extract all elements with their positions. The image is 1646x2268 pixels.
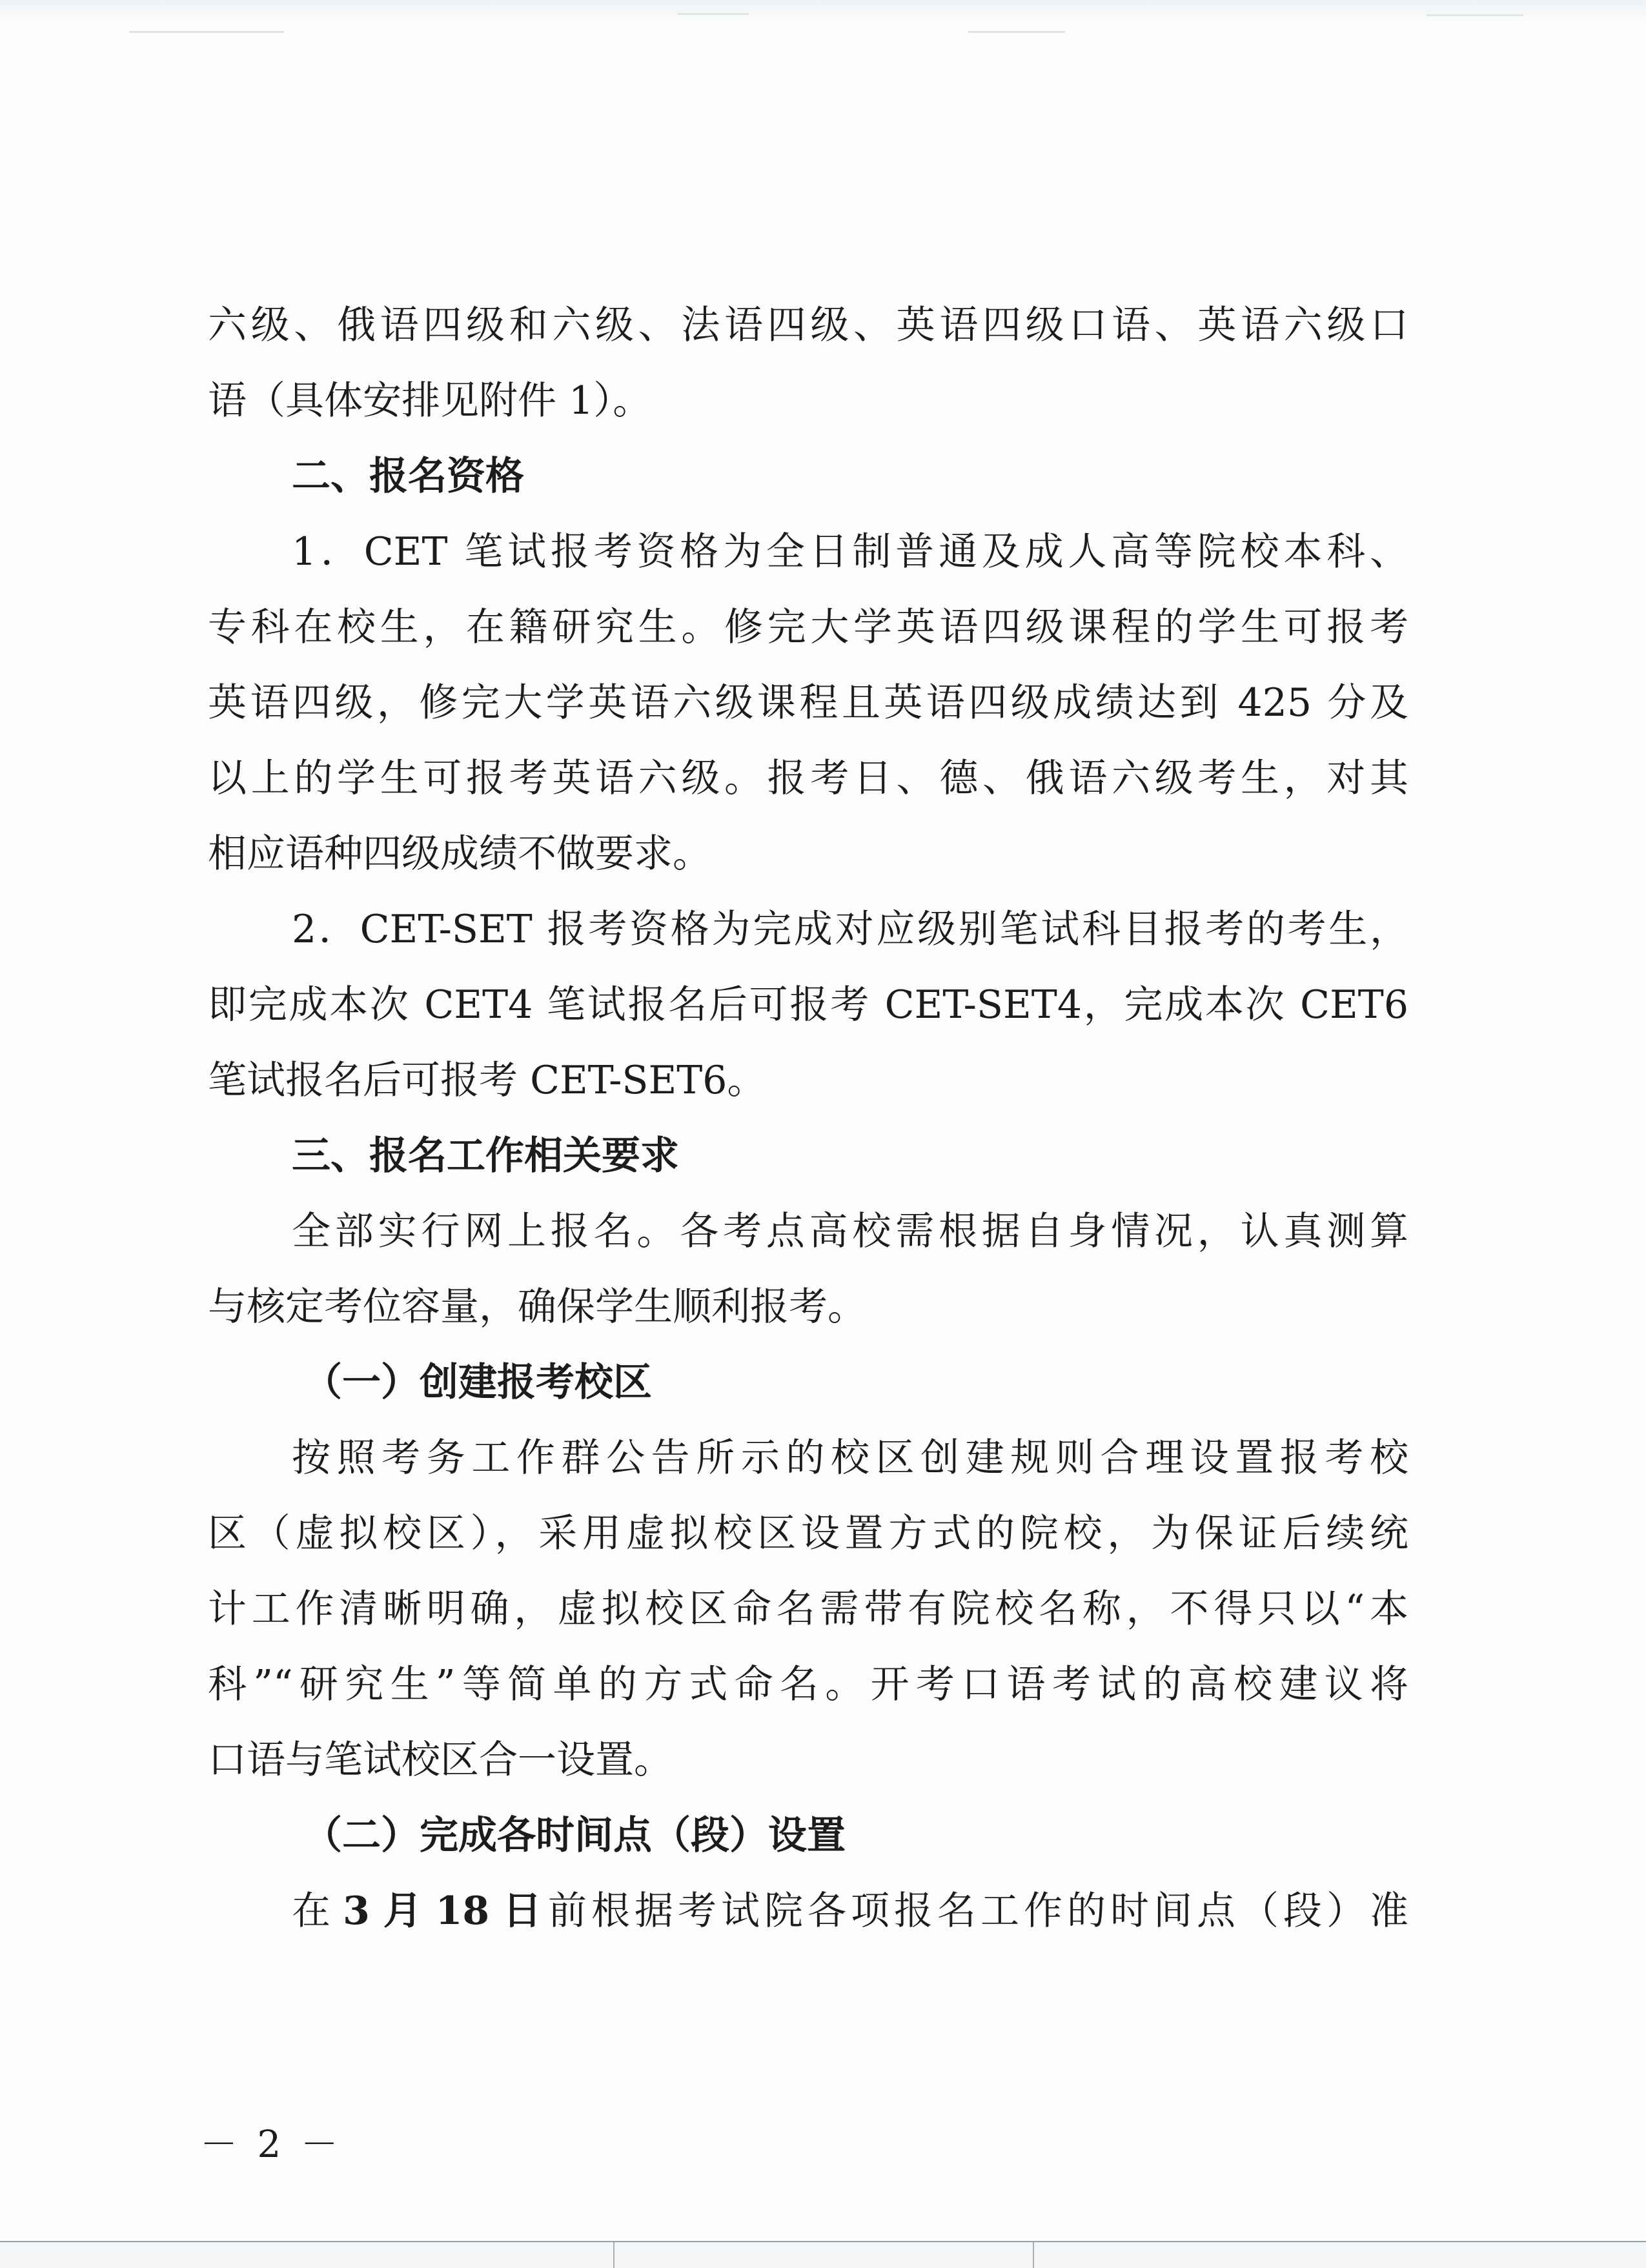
scan-edge-tick — [613, 2242, 615, 2268]
paragraph-line: 笔试报名后可报考 CET-SET6。 — [208, 1058, 766, 1103]
paragraph-line: 即完成本次 CET4 笔试报名后可报考 CET-SET4，完成本次 CET6 — [208, 982, 1408, 1028]
section-heading-requirements: 三、报名工作相关要求 — [292, 1133, 679, 1179]
subsection-heading-timepoints: （二）完成各时间点（段）设置 — [303, 1813, 846, 1858]
scan-mark — [129, 31, 284, 33]
paragraph-line: 全部实行网上报名。各考点高校需根据自身情况，认真测算 — [292, 1209, 1408, 1254]
scan-top-edge — [0, 0, 1646, 26]
scan-mark — [1427, 14, 1523, 16]
paragraph-text: 前根据考试院各项报名工作的时间点（段）准 — [548, 1888, 1408, 1934]
paragraph-line: 英语四级，修完大学英语六级课程且英语四级成绩达到 425 分及 — [208, 680, 1408, 725]
paragraph-line: 计工作清晰明确，虚拟校区命名需带有院校名称，不得只以“本 — [208, 1586, 1408, 1632]
paragraph-line: 1．CET 笔试报考资格为全日制普通及成人高等院校本科、 — [292, 529, 1408, 574]
subsection-heading-campus: （一）创建报考校区 — [303, 1360, 652, 1405]
paragraph-line: 六级、俄语四级和六级、法语四级、英语四级口语、英语六级口 — [208, 303, 1408, 348]
paragraph-line: 语（具体安排见附件 1）。 — [208, 378, 652, 423]
paragraph-line: 相应语种四级成绩不做要求。 — [208, 831, 711, 876]
paragraph-line: 口语与笔试校区合一设置。 — [208, 1737, 673, 1783]
paragraph-line: 以上的学生可报考英语六级。报考日、德、俄语六级考生，对其 — [208, 756, 1408, 801]
scan-edge-tick — [1033, 2242, 1034, 2268]
page-number: － 2 － — [200, 2122, 342, 2166]
section-heading-eligibility: 二、报名资格 — [292, 454, 524, 499]
scan-mark — [678, 13, 749, 15]
paragraph-line: 专科在校生，在籍研究生。修完大学英语四级课程的学生可报考 — [208, 605, 1408, 650]
paragraph-line: 区（虚拟校区），采用虚拟校区设置方式的院校，为保证后续统 — [208, 1511, 1408, 1556]
deadline-date: 3 月 18 日 — [343, 1888, 542, 1934]
paragraph-line: 2．CET-SET 报考资格为完成对应级别笔试科目报考的考生， — [292, 907, 1408, 952]
scan-bottom-edge — [0, 2241, 1646, 2268]
scan-mark — [968, 31, 1065, 33]
paragraph-line: 与核定考位容量，确保学生顺利报考。 — [208, 1284, 866, 1330]
paragraph-text: 在 — [292, 1888, 343, 1934]
paragraph-line: 按照考务工作群公告所示的校区创建规则合理设置报考校 — [292, 1435, 1408, 1481]
paragraph-line — [292, 1888, 1408, 1934]
paragraph-line: 科”“研究生”等简单的方式命名。开考口语考试的高校建议将 — [208, 1662, 1408, 1707]
